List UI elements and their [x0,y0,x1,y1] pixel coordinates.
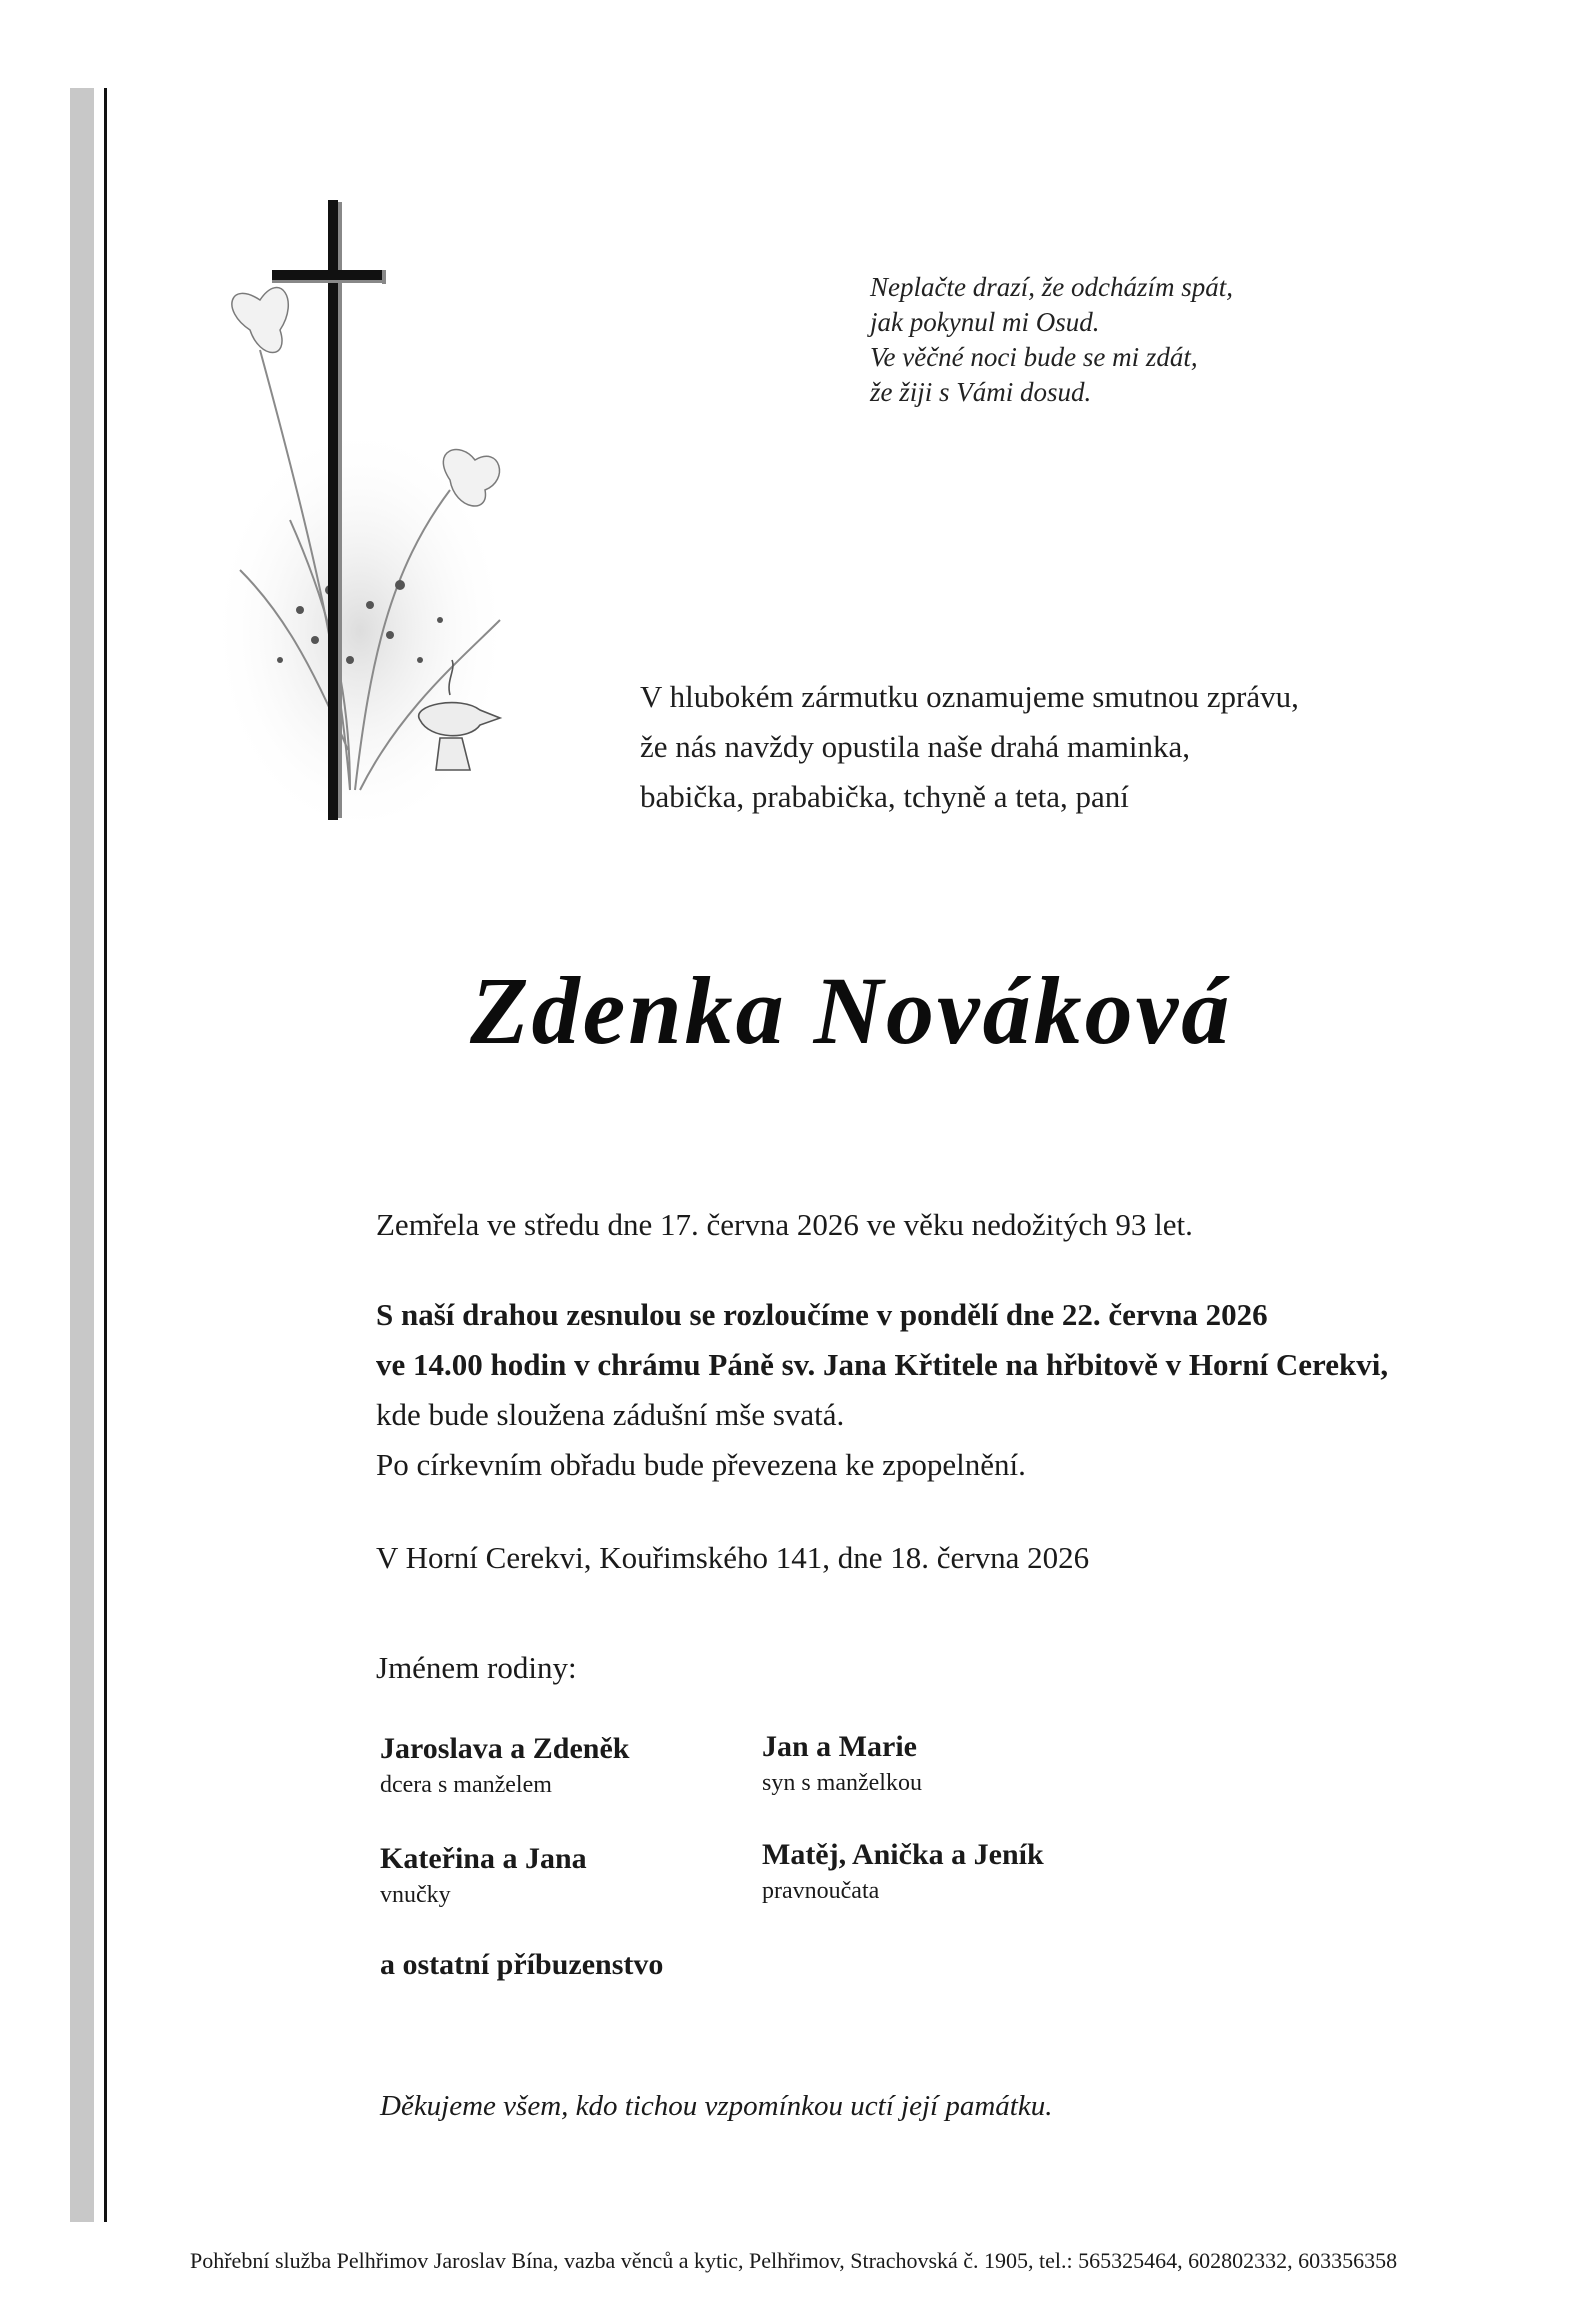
family-member-names: Jaroslava a Zdeněk [380,1732,630,1765]
cross-lily-decoration [200,190,530,840]
family-member-names: Matěj, Anička a Jeník [762,1838,1044,1871]
family-member-relation: syn s manželkou [762,1770,922,1796]
poem-line: Ve věčné noci bude se mi zdát, [870,342,1198,372]
announcement-line: že nás navždy opustila naše drahá maminka, [640,729,1191,764]
other-relatives: a ostatní příbuzenstvo [380,1948,664,1981]
funeral-line: ve 14.00 hodin v chrámu Páně sv. Jana Křtitele na hřbitově v Horní Cerekvi, [376,1347,1389,1382]
footer-funeral-service: Pohřební služba Pelhřimov Jaroslav Bína, vazba věnců a kytic, Pelhřimov, Strachovská č. 1905, tel.: 565325464, 602802332, 603356358 [190,2248,1398,2273]
announcement [640,672,1299,822]
announcement-line: babička, prababička, tchyně a teta, paní [640,779,1129,814]
family-member [762,1730,922,1797]
family-member [380,1732,629,1799]
announcement-line: V hlubokém zármutku oznamujeme smutnou zprávu, [640,679,1299,714]
thanks-line: Děkujeme všem, kdo tichou vzpomínkou uctí její památku. [380,2090,1053,2122]
poem [870,270,1233,410]
left-border-black [104,88,107,2222]
death-notice: Zemřela ve středu dne 17. června 2026 ve věku nedožitých 93 let. [376,1207,1193,1242]
family-member-relation: vnučky [380,1882,451,1908]
deceased-name: Zdenka Nováková [470,957,1233,1064]
funeral-line: S naší drahou zesnulou se rozloučíme v pondělí dne 22. června 2026 [376,1297,1268,1332]
family-member-names: Jan a Marie [762,1730,917,1763]
family-label: Jménem rodiny: [376,1650,577,1685]
place-date: V Horní Cerekvi, Kouřimského 141, dne 18. června 2026 [376,1540,1090,1575]
funeral-line: Po církevním obřadu bude převezena ke zpopelnění. [376,1447,1026,1482]
left-border-gray [70,88,94,2222]
family-member-relation: pravnoučata [762,1878,880,1904]
family-member [762,1838,1044,1905]
family-member-names: Kateřina a Jana [380,1842,587,1875]
family-member [380,1842,587,1909]
poem-line: že žiji s Vámi dosud. [870,377,1092,407]
poem-line: jak pokynul mi Osud. [870,307,1100,337]
poem-line: Neplačte drazí, že odcházím spát, [870,272,1233,302]
funeral-line: kde bude sloužena zádušní mše svatá. [376,1397,845,1432]
family-member-relation: dcera s manželem [380,1772,552,1798]
funeral-info [376,1290,1388,1490]
